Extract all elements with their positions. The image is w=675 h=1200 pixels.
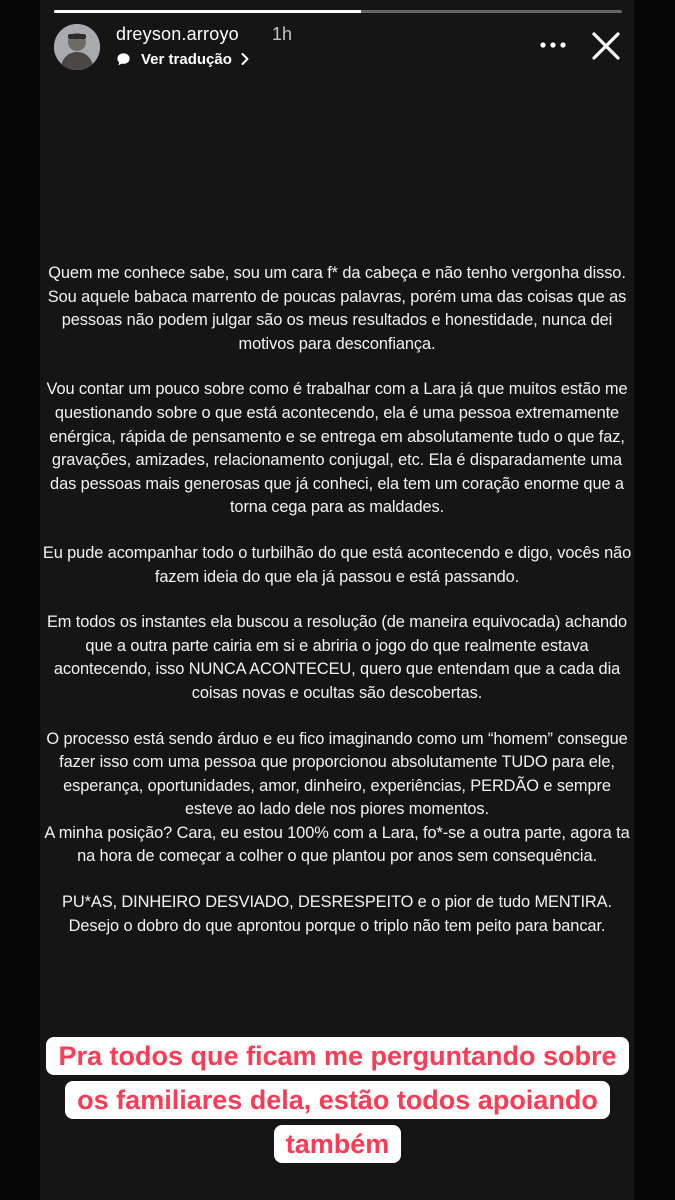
post-paragraph: A minha posição? Cara, eu estou 100% com a Lara, fo*-se a outra parte, agora ta na hora de começar a colher o que plantou por anos sem consequência. (44, 823, 630, 866)
speech-bubble-icon (116, 52, 131, 67)
post-paragraph: Quem me conhece sabe, sou um cara f* da cabeça e não tenho vergonha disso. Sou aquele babaca marrento de poucas palavras, porém uma das coisas que as pessoas não podem julgar são os meus resultados e honestidade, nunca dei motivos para desconfiança. (47, 264, 627, 353)
story-progress-bar (54, 10, 622, 13)
translate-label: Ver tradução (141, 50, 232, 68)
caption-line: Pra todos que ficam me perguntando sobre (46, 1037, 628, 1075)
translate-link[interactable] (116, 48, 250, 70)
avatar[interactable] (54, 24, 100, 70)
caption-line: os familiares dela, estão todos apoiando (65, 1081, 610, 1119)
story-header (54, 22, 634, 76)
story-caption-sticker (20, 1034, 655, 1166)
post-paragraph: Vou contar um pouco sobre como é trabalhar com a Lara já que muitos estão me questionando sobre o que está acontecendo, ela é uma pessoa extremamente enérgica, rápida de pensamento e se entrega em absolutamente tudo o que faz, gravações, amizades, relacionamento conjugal, etc. Ela é disparadamente uma das pessoas mais generosas que já conheci, ela tem um coração enorme que a torna cega para as maldades. (46, 380, 628, 517)
story-post-text (40, 262, 634, 960)
post-paragraph: Em todos os instantes ela buscou a resolução (de maneira equivocada) achando que a outra parte cairia em si e abriria o jogo do que realmente estava acontecendo, isso NUNCA ACONTECEU, quero que entendam que a cada dia coisas novas e ocultas são descobertas. (46, 613, 628, 702)
caption-line: também (274, 1125, 402, 1163)
story-progress-fill (54, 10, 361, 13)
post-paragraph: Eu pude acompanhar todo o turbilhão do que está acontecendo e digo, vocês não fazem ideia do que ela já passou e está passando. (42, 543, 632, 586)
close-icon[interactable] (590, 30, 622, 62)
chevron-right-icon (240, 52, 250, 66)
avatar-photo (54, 24, 100, 70)
post-paragraph: O processo está sendo árduo e eu fico imaginando como um “homem” consegue fazer isso com uma pessoa que proporcionou absolutamente TUDO para ele, esperança, oportunidades, amor, dinheiro, experiências, PERDÃO e sempre esteve ao lado dele nos piores momentos. (46, 729, 628, 819)
post-paragraph: PU*AS, DINHEIRO DESVIADO, DESRESPEITO e o pior de tudo MENTIRA. Desejo o dobro do que aprontou porque o triplo não tem peito para bancar. (62, 893, 612, 935)
story-timestamp: 1h (272, 24, 293, 44)
more-dots-icon[interactable] (538, 34, 568, 56)
username-link[interactable]: dreyson.arroyo (116, 24, 239, 44)
